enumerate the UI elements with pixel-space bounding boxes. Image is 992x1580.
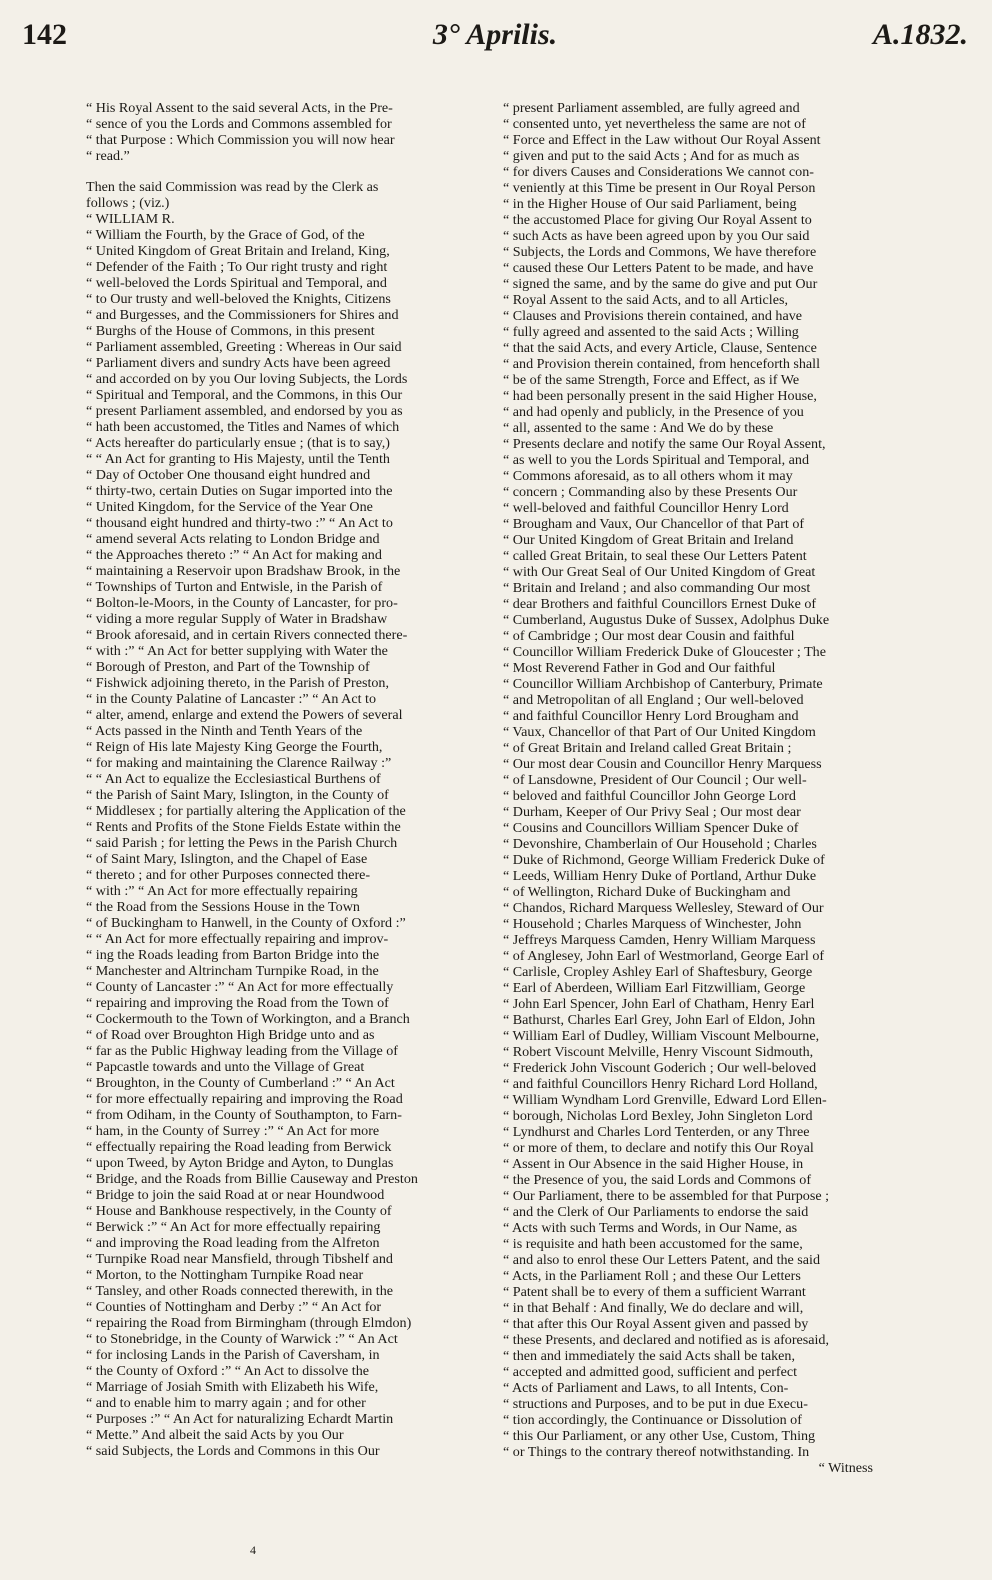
text-line: “ Subjects, the Lords and Commons, We have therefore [503,244,817,260]
page-title: 3° Aprilis. [432,18,558,51]
text-line: “ Acts hereafter do particularly ensue ; (that is to say,) [86,435,390,451]
text-line: “ Acts, in the Parliament Roll ; and these Our Letters [503,1268,801,1284]
text-line: “ Bolton-le-Moors, in the County of Lancaster, for pro- [86,595,398,611]
text-line: “ the Presence of you, the said Lords and Commons of [503,1172,812,1188]
text-line: “ thousand eight hundred and thirty-two :” “ An Act to [86,515,393,531]
text-line: “ and to enable him to marry again ; and for other [86,1395,366,1411]
text-line: “ Councillor William Frederick Duke of Gloucester ; The [503,644,826,660]
text-line: “ well-beloved and faithful Councillor Henry Lord [503,500,789,516]
text-line: “ the Parish of Saint Mary, Islington, in the County of [86,787,389,803]
text-line: “ Fishwick adjoining thereto, in the Parish of Preston, [86,675,389,691]
text-line: “ amend several Acts relating to London Bridge and [86,531,380,547]
text-line: “ consented unto, yet nevertheless the same are not of [503,116,806,132]
right-column [503,100,905,1536]
text-line: “ tion accordingly, the Continuance or Dissolution of [503,1412,802,1428]
text-line: “ Presents declare and notify the same Our Royal Assent, [503,436,826,452]
text-line: “ far as the Public Highway leading from the Village of [86,1043,398,1059]
page-number: 142 [22,18,67,51]
text-line: “ in the County Palatine of Lancaster :” “ An Act to [86,691,377,707]
text-line: “ Our United Kingdom of Great Britain and Ireland [503,532,794,548]
text-line: “ Cockermouth to the Town of Workington, and a Branch [86,1011,410,1027]
text-line: “ for divers Causes and Considerations We cannot con- [503,164,814,180]
text-line: “ Purposes :” “ An Act for naturalizing Echardt Martin [86,1411,394,1427]
text-line: “ Chandos, Richard Marquess Wellesley, Steward of Our [503,900,824,916]
text-line: “ the accustomed Place for giving Our Royal Assent to [503,212,812,228]
text-line: “ alter, amend, enlarge and extend the Powers of several [86,707,403,723]
text-line: “ Bathurst, Charles Earl Grey, John Earl of Eldon, John [503,1012,816,1028]
text-line: “ accepted and admitted good, sufficient and perfect [503,1364,798,1380]
text-line: “ the Road from the Sessions House in the Town [86,899,360,915]
text-line: “ Middlesex ; for partially altering the Application of the [86,803,406,819]
text-line: “ Morton, to the Nottingham Turnpike Road near [86,1267,364,1283]
text-line: “ Bridge, and the Roads from Billie Causeway and Preston [86,1171,418,1187]
text-line: “ Counties of Nottingham and Derby :” “ An Act for [86,1299,382,1315]
text-line: “ of Cambridge ; Our most dear Cousin and faithful [503,628,795,644]
text-line: “ Parliament divers and sundry Acts have been agreed [86,355,391,371]
text-line: “ and Provision therein contained, from henceforth shall [503,356,821,372]
text-line: “ be of the same Strength, Force and Effect, as if We [503,372,800,388]
text-line: “ and Burgesses, and the Commissioners for Shires and [86,307,399,323]
text-line: “ Commons aforesaid, as to all others whom it may [503,468,793,484]
text-line: “ viding a more regular Supply of Water in Bradshaw [86,611,388,627]
text-line: “ fully agreed and assented to the said Acts ; Willing [503,324,799,340]
text-line: “ present Parliament assembled, are fully agreed and [503,100,800,116]
text-line: “ “ An Act to equalize the Ecclesiastical Burthens of [86,771,381,787]
text-line: “ William Earl of Dudley, William Viscount Melbourne, [503,1028,820,1044]
text-line: “ Spiritual and Temporal, and the Commons, in this Our [86,387,403,403]
text-line: “ caused these Our Letters Patent to be made, and have [503,260,814,276]
text-line: “ all, assented to the same : And We do by these [503,420,774,436]
text-line: “ “ An Act for granting to His Majesty, until the Tenth [86,451,390,467]
text-line: “ William the Fourth, by the Grace of God, of the [86,227,365,243]
text-line: “ Parliament assembled, Greeting : Whereas in Our said [86,339,402,355]
text-line: “ Mette.” And albeit the said Acts by you Our [86,1427,344,1443]
text-line: “ thereto ; and for other Purposes connected there- [86,867,371,883]
text-line: “ or Things to the contrary thereof notwithstanding. In [503,1444,810,1460]
text-line: “ that Purpose : Which Commission you will now hear [86,132,395,148]
text-line: “ read.” [86,148,130,164]
text-line: “ Brook aforesaid, and in certain Rivers connected there- [86,627,408,643]
text-line: “ Day of October One thousand eight hundred and [86,467,371,483]
text-line: “ County of Lancaster :” “ An Act for more effectually [86,979,394,995]
text-line: “ for more effectually repairing and improving the Road [86,1091,403,1107]
text-line: “ Councillor William Archbishop of Canterbury, Primate [503,676,823,692]
text-line: “ Rents and Profits of the Stone Fields Estate within the [86,819,401,835]
text-line: “ of Great Britain and Ireland called Great Britain ; [503,740,792,756]
text-line: “ Vaux, Chancellor of that Part of Our United Kingdom [503,724,816,740]
text-line: “ Royal Assent to the said Acts, and to all Articles, [503,292,788,308]
page-header [22,14,968,54]
text-line: “ dear Brothers and faithful Councillors Ernest Duke of [503,596,817,612]
text-line: “ of Saint Mary, Islington, and the Chapel of Ease [86,851,368,867]
text-line: “ concern ; Commanding also by these Presents Our [503,484,798,500]
text-line: “ and faithful Councillors Henry Richard Lord Holland, [503,1076,818,1092]
text-line: “ Earl of Aberdeen, William Earl Fitzwilliam, George [503,980,806,996]
text-line: “ Brougham and Vaux, Our Chancellor of that Part of [503,516,805,532]
text-line: “ Manchester and Altrincham Turnpike Road, in the [86,963,379,979]
text-line: “ as well to you the Lords Spiritual and Temporal, and [503,452,810,468]
text-line: “ repairing the Road from Birmingham (through Elmdon) [86,1315,412,1331]
text-line: “ the Approaches thereto :” “ An Act for making and [86,547,382,563]
text-line: “ and Metropolitan of all England ; Our well-beloved [503,692,804,708]
text-line: “ Reign of His late Majesty King George the Fourth, [86,739,383,755]
text-line: “ Defender of the Faith ; To Our right trusty and right [86,259,388,275]
text-line: “ Burghs of the House of Commons, in this present [86,323,375,339]
text-line: “ with :” “ An Act for more effectually repairing [86,883,358,899]
text-line: “ of Wellington, Richard Duke of Buckingham and [503,884,791,900]
page-year: A.1832. [872,18,968,51]
text-line: “ to Our trusty and well-beloved the Knights, Citizens [86,291,391,307]
text-line: “ Papcastle towards and unto the Village of Great [86,1059,365,1075]
text-line: “ ham, in the County of Surrey :” “ An Act for more [86,1123,380,1139]
text-line: “ borough, Nicholas Lord Bexley, John Singleton Lord [503,1108,813,1124]
text-line: “ Patent shall be to every of them a sufficient Warrant [503,1284,806,1300]
text-line: “ of Lansdowne, President of Our Council ; Our well- [503,772,807,788]
text-line: “ with :” “ An Act for better supplying with Water the [86,643,388,659]
text-line: “ Robert Viscount Melville, Henry Viscount Sidmouth, [503,1044,814,1060]
text-line: “ sence of you the Lords and Commons assembled for [86,116,392,132]
text-line: “ and faithful Councillor Henry Lord Brougham and [503,708,799,724]
text-line: “ called Great Britain, to seal these Our Letters Patent [503,548,807,564]
text-line: “ in the Higher House of Our said Parliament, being [503,196,797,212]
text-line: “ Witness [818,1460,873,1476]
text-line: “ hath been accustomed, the Titles and Names of which [86,419,400,435]
text-line: “ these Presents, and declared and notified as is aforesaid, [503,1332,829,1348]
text-line: “ Devonshire, Chamberlain of Our Household ; Charles [503,836,817,852]
text-line: “ Acts of Parliament and Laws, to all Intents, Con- [503,1380,789,1396]
text-line: “ maintaining a Reservoir upon Bradshaw Brook, in the [86,563,401,579]
text-line: “ given and put to the said Acts ; And for as much as [503,148,800,164]
text-line: “ of Anglesey, John Earl of Westmorland, George Earl of [503,948,825,964]
text-line: “ Acts passed in the Ninth and Tenth Years of the [86,723,363,739]
text-line: “ Carlisle, Cropley Ashley Earl of Shaftesbury, George [503,964,813,980]
text-line: “ Our Parliament, there to be assembled for that Purpose ; [503,1188,830,1204]
paragraph-gap [86,164,488,179]
text-line: “ Turnpike Road near Mansfield, through Tibshelf and [86,1251,393,1267]
text-line: “ said Subjects, the Lords and Commons in this Our [86,1443,380,1459]
text-line: “ effectually repairing the Road leading from Berwick [86,1139,392,1155]
text-line: “ structions and Purposes, and to be put in due Execu- [503,1396,808,1412]
text-line: “ Force and Effect in the Law without Our Royal Assent [503,132,821,148]
text-line: “ Lyndhurst and Charles Lord Tenterden, or any Three [503,1124,810,1140]
text-line: Then the said Commission was read by the Clerk as [86,179,379,195]
text-line: “ Household ; Charles Marquess of Winchester, John [503,916,802,932]
text-line: “ for making and maintaining the Clarence Railway :” [86,755,392,771]
text-line: “ Cumberland, Augustus Duke of Sussex, Adolphus Duke [503,612,830,628]
text-line: “ well-beloved the Lords Spiritual and Temporal, and [86,275,387,291]
text-line: “ that the said Acts, and every Article, Clause, Sentence [503,340,817,356]
text-line: “ repairing and improving the Road from the Town of [86,995,389,1011]
text-line: “ or more of them, to declare and notify this Our Royal [503,1140,814,1156]
text-line: “ beloved and faithful Councillor John George Lord [503,788,796,804]
text-line: “ to Stonebridge, in the County of Warwick :” “ An Act [86,1331,398,1347]
text-line: “ Frederick John Viscount Goderich ; Our well-beloved [503,1060,817,1076]
text-line: “ Tansley, and other Roads connected therewith, in the [86,1283,394,1299]
text-line: follows ; (viz.) [86,195,170,211]
text-line: “ Bridge to join the said Road at or near Houndwood [86,1187,385,1203]
text-line: “ “ An Act for more effectually repairing and improv- [86,931,389,947]
text-line: “ Acts with such Terms and Words, in Our Name, as [503,1220,798,1236]
text-line: “ Jeffreys Marquess Camden, Henry William Marquess [503,932,816,948]
text-line: “ then and immediately the said Acts shall be taken, [503,1348,795,1364]
text-line: “ Most Reverend Father in God and Our faithful [503,660,776,676]
text-line: “ Leeds, William Henry Duke of Portland, Arthur Duke [503,868,817,884]
text-line: “ this Our Parliament, or any other Use, Custom, Thing [503,1428,816,1444]
text-line: “ Cousins and Councillors William Spencer Duke of [503,820,799,836]
text-line: “ and the Clerk of Our Parliaments to endorse the said [503,1204,809,1220]
text-line: “ Duke of Richmond, George William Frederick Duke of [503,852,825,868]
text-line: “ said Parish ; for letting the Pews in the Parish Church [86,835,398,851]
text-line: “ United Kingdom of Great Britain and Ireland, King, [86,243,390,259]
text-line: “ Berwick :” “ An Act for more effectually repairing [86,1219,381,1235]
text-line: “ upon Tweed, by Ayton Bridge and Ayton, to Dunglas [86,1155,394,1171]
text-line: “ veniently at this Time be present in Our Royal Person [503,180,816,196]
text-line: “ Townships of Turton and Entwisle, in the Parish of [86,579,383,595]
text-line: “ Clauses and Provisions therein contained, and have [503,308,803,324]
text-line: “ for inclosing Lands in the Parish of Caversham, in [86,1347,380,1363]
text-line: “ that after this Our Royal Assent given and passed by [503,1316,809,1332]
text-line: “ WILLIAM R. [86,211,175,227]
text-line: “ ing the Roads leading from Barton Bridge into the [86,947,380,963]
text-line: “ Durham, Keeper of Our Privy Seal ; Our most dear [503,804,801,820]
text-line: “ and improving the Road leading from the Alfreton [86,1235,380,1251]
left-column [86,100,488,1536]
text-line: “ Britain and Ireland ; and also commanding Our most [503,580,811,596]
text-line: “ thirty-two, certain Duties on Sugar imported into the [86,483,393,499]
text-line: “ Our most dear Cousin and Councillor Henry Marquess [503,756,822,772]
text-line: “ House and Bankhouse respectively, in the County of [86,1203,392,1219]
text-line: “ of Buckingham to Hanwell, in the County of Oxford :” [86,915,406,931]
text-line: “ signed the same, and by the same do give and put Our [503,276,818,292]
text-line: “ had been personally present in the said Higher House, [503,388,817,404]
text-line: “ United Kingdom, for the Service of the Year One [86,499,373,515]
text-line: “ and accorded on by you Our loving Subjects, the Lords [86,371,408,387]
text-line: “ of Road over Broughton High Bridge unto and as [86,1027,375,1043]
text-line: “ is requisite and hath been accustomed for the same, [503,1236,803,1252]
text-line: “ His Royal Assent to the said several Acts, in the Pre- [86,100,393,116]
text-line: “ Broughton, in the County of Cumberland :” “ An Act [86,1075,395,1091]
text-line: “ from Odiham, in the County of Southampton, to Farn- [86,1107,402,1123]
text-line: “ Borough of Preston, and Part of the Township of [86,659,370,675]
text-line: “ Marriage of Josiah Smith with Elizabeth his Wife, [86,1379,379,1395]
text-line: “ Assent in Our Absence in the said Higher House, in [503,1156,804,1172]
text-line: “ such Acts as have been agreed upon by you Our said [503,228,810,244]
text-line: “ William Wyndham Lord Grenville, Edward Lord Ellen- [503,1092,827,1108]
text-line: “ with Our Great Seal of Our United Kingdom of Great [503,564,816,580]
text-line: “ in that Behalf : And finally, We do declare and will, [503,1300,804,1316]
signature-mark: 4 [250,1543,256,1557]
text-line: “ and also to enrol these Our Letters Patent, and the said [503,1252,821,1268]
text-line: “ the County of Oxford :” “ An Act to dissolve the [86,1363,370,1379]
text-line: “ present Parliament assembled, and endorsed by you as [86,403,403,419]
text-line: “ and had openly and publicly, in the Presence of you [503,404,804,420]
text-line: “ John Earl Spencer, John Earl of Chatham, Henry Earl [503,996,815,1012]
